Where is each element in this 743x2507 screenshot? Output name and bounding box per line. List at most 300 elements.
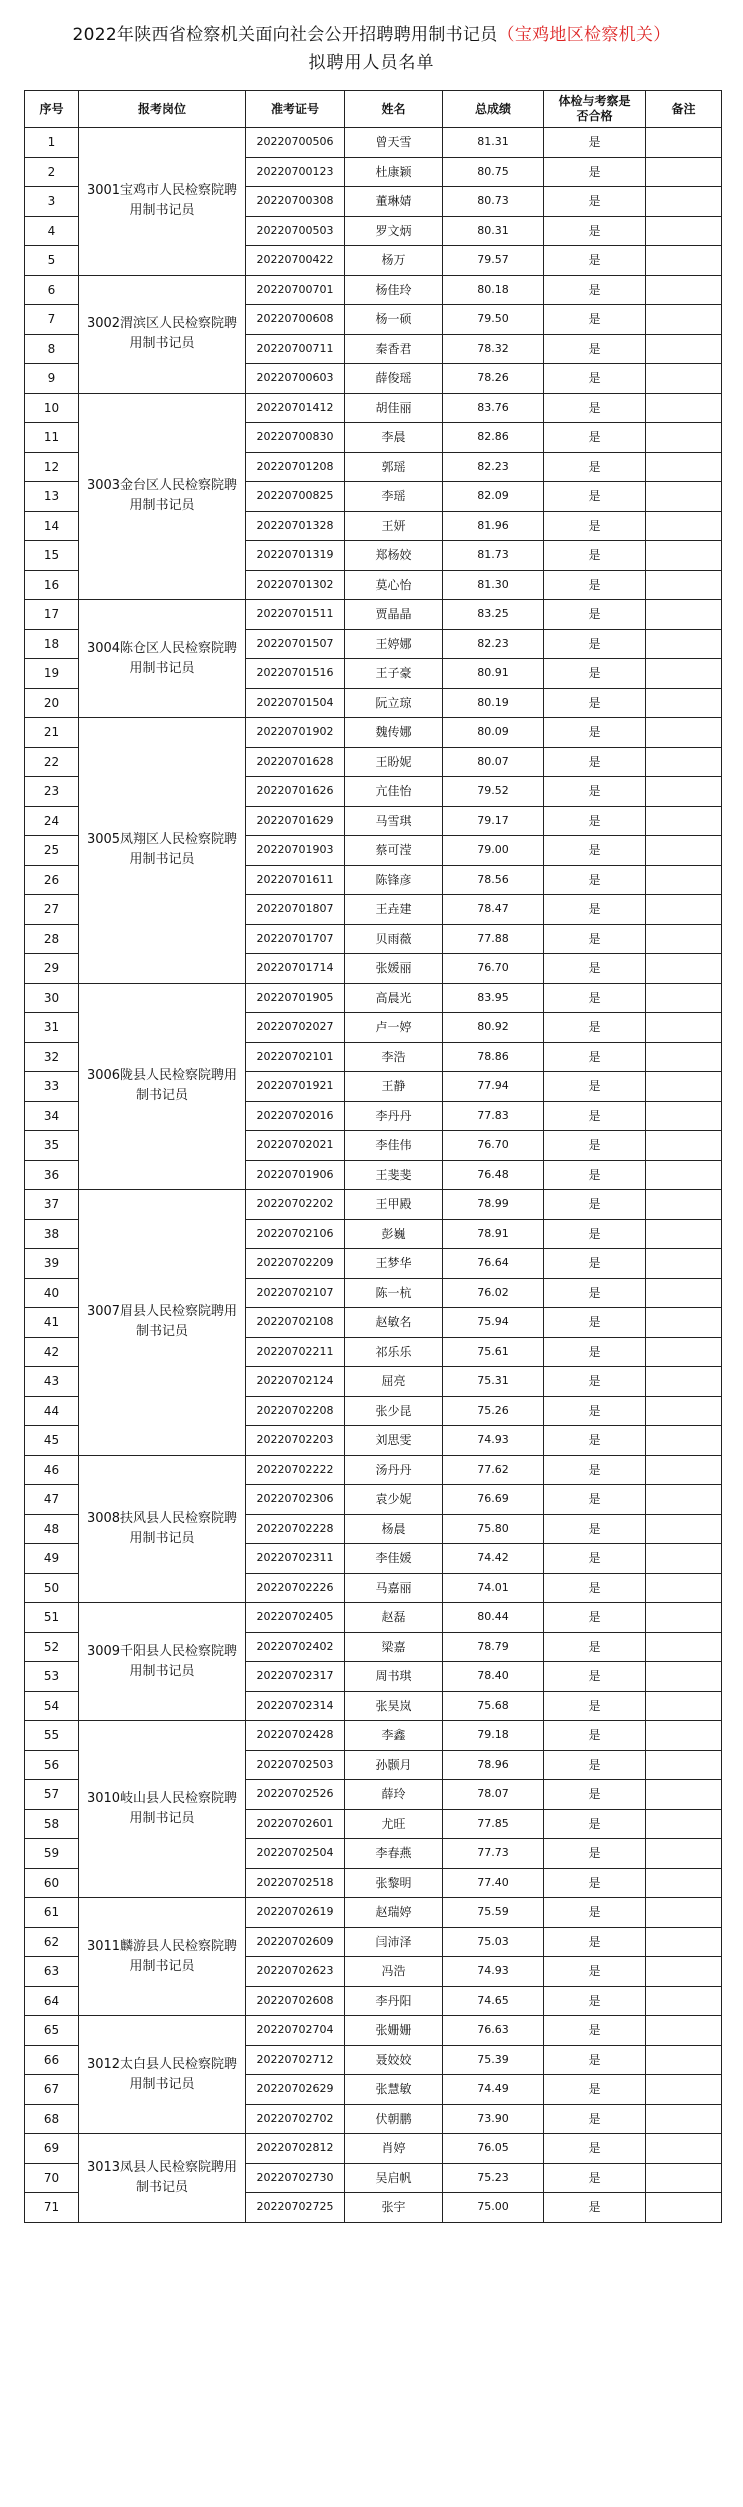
cell-qualified: 是 [544,1101,646,1131]
cell-remark [646,895,722,925]
cell-qualified: 是 [544,629,646,659]
cell-qualified: 是 [544,305,646,335]
cell-exam-id: 20220702704 [246,2016,345,2046]
cell-qualified: 是 [544,865,646,895]
cell-score: 78.56 [443,865,544,895]
cell-score: 79.52 [443,777,544,807]
cell-index: 11 [25,423,79,453]
cell-name: 王斐斐 [345,1160,443,1190]
cell-exam-id: 20220701626 [246,777,345,807]
cell-qualified: 是 [544,836,646,866]
cell-index: 41 [25,1308,79,1338]
cell-index: 40 [25,1278,79,1308]
cell-score: 76.48 [443,1160,544,1190]
cell-position: 3006陇县人民检察院聘用制书记员 [79,983,246,1190]
cell-qualified: 是 [544,895,646,925]
cell-exam-id: 20220702226 [246,1573,345,1603]
cell-name: 李晨 [345,423,443,453]
cell-index: 54 [25,1691,79,1721]
cell-qualified: 是 [544,1809,646,1839]
cell-name: 杨万 [345,246,443,276]
cell-qualified: 是 [544,1721,646,1751]
cell-remark [646,1131,722,1161]
cell-exam-id: 20220700711 [246,334,345,364]
cell-index: 67 [25,2075,79,2105]
cell-qualified: 是 [544,777,646,807]
cell-position: 3002渭滨区人民检察院聘用制书记员 [79,275,246,393]
cell-qualified: 是 [544,1868,646,1898]
cell-name: 亢佳怡 [345,777,443,807]
cell-remark [646,1485,722,1515]
cell-name: 李佳媛 [345,1544,443,1574]
cell-qualified: 是 [544,1691,646,1721]
cell-position: 3009千阳县人民检察院聘用制书记员 [79,1603,246,1721]
cell-index: 19 [25,659,79,689]
cell-exam-id: 20220702428 [246,1721,345,1751]
cell-qualified: 是 [544,334,646,364]
cell-name: 李丹丹 [345,1101,443,1131]
cell-exam-id: 20220702202 [246,1190,345,1220]
cell-exam-id: 20220702203 [246,1426,345,1456]
cell-score: 81.31 [443,128,544,158]
cell-score: 81.96 [443,511,544,541]
cell-position: 3008扶风县人民检察院聘用制书记员 [79,1455,246,1603]
document-title [0,22,743,48]
cell-remark [646,128,722,158]
cell-position: 3003金台区人民检察院聘用制书记员 [79,393,246,600]
cell-remark [646,334,722,364]
cell-score: 78.32 [443,334,544,364]
cell-name: 张慧敏 [345,2075,443,2105]
cell-name: 肖婷 [345,2134,443,2164]
cell-score: 74.01 [443,1573,544,1603]
cell-qualified: 是 [544,364,646,394]
cell-index: 71 [25,2193,79,2223]
cell-qualified: 是 [544,2193,646,2223]
cell-remark [646,718,722,748]
cell-score: 82.23 [443,452,544,482]
cell-name: 陈一杭 [345,1278,443,1308]
cell-qualified: 是 [544,2104,646,2134]
cell-qualified: 是 [544,1986,646,2016]
cell-qualified: 是 [544,1396,646,1426]
cell-exam-id: 20220702518 [246,1868,345,1898]
cell-score: 75.80 [443,1514,544,1544]
cell-name: 赵磊 [345,1603,443,1633]
cell-index: 15 [25,541,79,571]
cell-name: 王婷娜 [345,629,443,659]
table-row [25,2016,722,2046]
cell-exam-id: 20220700506 [246,128,345,158]
cell-score: 75.03 [443,1927,544,1957]
cell-index: 17 [25,600,79,630]
cell-name: 王盼妮 [345,747,443,777]
cell-name: 屈亮 [345,1367,443,1397]
cell-qualified: 是 [544,1131,646,1161]
cell-index: 43 [25,1367,79,1397]
cell-score: 77.73 [443,1839,544,1869]
cell-index: 1 [25,128,79,158]
cell-exam-id: 20220702228 [246,1514,345,1544]
cell-qualified: 是 [544,452,646,482]
cell-index: 68 [25,2104,79,2134]
cell-qualified: 是 [544,600,646,630]
cell-qualified: 是 [544,216,646,246]
cell-score: 76.63 [443,2016,544,2046]
cell-exam-id: 20220701516 [246,659,345,689]
cell-qualified: 是 [544,1514,646,1544]
cell-exam-id: 20220702725 [246,2193,345,2223]
cell-score: 76.69 [443,1485,544,1515]
table-body [25,128,722,2223]
cell-exam-id: 20220702712 [246,2045,345,2075]
cell-qualified: 是 [544,187,646,217]
cell-remark [646,393,722,423]
cell-exam-id: 20220701302 [246,570,345,600]
cell-remark [646,1868,722,1898]
cell-score: 75.26 [443,1396,544,1426]
cell-remark [646,1337,722,1367]
cell-score: 80.19 [443,688,544,718]
cell-score: 78.47 [443,895,544,925]
cell-score: 78.79 [443,1632,544,1662]
cell-remark [646,1544,722,1574]
cell-name: 刘思雯 [345,1426,443,1456]
cell-remark [646,2045,722,2075]
cell-exam-id: 20220701319 [246,541,345,571]
header-score: 总成绩 [443,91,544,128]
cell-qualified: 是 [544,2045,646,2075]
cell-qualified: 是 [544,688,646,718]
cell-index: 56 [25,1750,79,1780]
cell-qualified: 是 [544,1632,646,1662]
cell-index: 24 [25,806,79,836]
cell-remark [646,1426,722,1456]
cell-position: 3007眉县人民检察院聘用制书记员 [79,1190,246,1456]
cell-index: 3 [25,187,79,217]
cell-score: 75.31 [443,1367,544,1397]
cell-qualified: 是 [544,482,646,512]
cell-exam-id: 20220702601 [246,1809,345,1839]
cell-index: 50 [25,1573,79,1603]
cell-name: 孙颢月 [345,1750,443,1780]
cell-exam-id: 20220701412 [246,393,345,423]
cell-index: 32 [25,1042,79,1072]
cell-index: 7 [25,305,79,335]
cell-remark [646,806,722,836]
cell-remark [646,570,722,600]
cell-name: 彭巍 [345,1219,443,1249]
cell-index: 65 [25,2016,79,2046]
cell-qualified: 是 [544,157,646,187]
cell-index: 25 [25,836,79,866]
cell-index: 13 [25,482,79,512]
cell-index: 42 [25,1337,79,1367]
cell-name: 贝雨薇 [345,924,443,954]
cell-name: 梁嘉 [345,1632,443,1662]
cell-exam-id: 20220702311 [246,1544,345,1574]
cell-exam-id: 20220702503 [246,1750,345,1780]
cell-index: 29 [25,954,79,984]
cell-exam-id: 20220702526 [246,1780,345,1810]
cell-score: 78.86 [443,1042,544,1072]
cell-score: 80.44 [443,1603,544,1633]
cell-remark [646,246,722,276]
cell-qualified: 是 [544,1337,646,1367]
cell-position: 3013凤县人民检察院聘用制书记员 [79,2134,246,2223]
cell-index: 10 [25,393,79,423]
cell-exam-id: 20220701906 [246,1160,345,1190]
cell-remark [646,2193,722,2223]
cell-remark [646,1780,722,1810]
cell-score: 75.61 [443,1337,544,1367]
cell-score: 76.70 [443,954,544,984]
cell-exam-id: 20220702027 [246,1013,345,1043]
cell-exam-id: 20220701714 [246,954,345,984]
cell-remark [646,1662,722,1692]
cell-index: 52 [25,1632,79,1662]
cell-remark [646,983,722,1013]
cell-qualified: 是 [544,1042,646,1072]
cell-qualified: 是 [544,806,646,836]
cell-qualified: 是 [544,2134,646,2164]
cell-exam-id: 20220700701 [246,275,345,305]
cell-index: 57 [25,1780,79,1810]
header-index: 序号 [25,91,79,128]
table-row [25,2134,722,2164]
cell-remark [646,747,722,777]
cell-name: 李瑶 [345,482,443,512]
cell-exam-id: 20220702702 [246,2104,345,2134]
cell-index: 37 [25,1190,79,1220]
cell-index: 69 [25,2134,79,2164]
cell-remark [646,482,722,512]
cell-qualified: 是 [544,2016,646,2046]
cell-exam-id: 20220701903 [246,836,345,866]
cell-remark [646,2134,722,2164]
cell-score: 79.18 [443,1721,544,1751]
cell-qualified: 是 [544,1219,646,1249]
cell-index: 28 [25,924,79,954]
cell-index: 36 [25,1160,79,1190]
table-row [25,1603,722,1633]
cell-remark [646,1396,722,1426]
cell-name: 马雪琪 [345,806,443,836]
cell-index: 59 [25,1839,79,1869]
title-region: （宝鸡地区检察机关） [497,25,671,45]
cell-remark [646,1632,722,1662]
cell-qualified: 是 [544,1013,646,1043]
cell-score: 75.39 [443,2045,544,2075]
cell-exam-id: 20220702211 [246,1337,345,1367]
cell-index: 70 [25,2163,79,2193]
table-row [25,983,722,1013]
cell-remark [646,600,722,630]
table-row [25,128,722,158]
cell-index: 22 [25,747,79,777]
cell-exam-id: 20220700608 [246,305,345,335]
cell-index: 14 [25,511,79,541]
cell-name: 杨佳玲 [345,275,443,305]
cell-remark [646,1721,722,1751]
cell-name: 汤丹丹 [345,1455,443,1485]
cell-score: 77.88 [443,924,544,954]
cell-remark [646,1957,722,1987]
cell-name: 胡佳丽 [345,393,443,423]
cell-name: 董琳婧 [345,187,443,217]
cell-name: 张媛丽 [345,954,443,984]
cell-index: 63 [25,1957,79,1987]
cell-index: 33 [25,1072,79,1102]
cell-remark [646,954,722,984]
cell-score: 75.94 [443,1308,544,1338]
table-row [25,1721,722,1751]
cell-index: 20 [25,688,79,718]
cell-name: 袁少妮 [345,1485,443,1515]
cell-remark [646,1013,722,1043]
cell-name: 卢一婷 [345,1013,443,1043]
cell-score: 81.73 [443,541,544,571]
cell-exam-id: 20220702108 [246,1308,345,1338]
cell-score: 80.09 [443,718,544,748]
cell-remark [646,659,722,689]
cell-remark [646,275,722,305]
cell-exam-id: 20220702222 [246,1455,345,1485]
cell-score: 82.86 [443,423,544,453]
cell-name: 李春燕 [345,1839,443,1869]
cell-remark [646,1573,722,1603]
cell-qualified: 是 [544,1839,646,1869]
cell-qualified: 是 [544,275,646,305]
cell-qualified: 是 [544,1160,646,1190]
cell-name: 郭瑶 [345,452,443,482]
cell-qualified: 是 [544,1573,646,1603]
cell-remark [646,777,722,807]
cell-name: 赵敏名 [345,1308,443,1338]
cell-score: 75.00 [443,2193,544,2223]
cell-index: 12 [25,452,79,482]
cell-name: 薛俊瑶 [345,364,443,394]
cell-exam-id: 20220700422 [246,246,345,276]
cell-name: 王梦华 [345,1249,443,1279]
cell-remark [646,1691,722,1721]
cell-exam-id: 20220700503 [246,216,345,246]
cell-score: 78.07 [443,1780,544,1810]
cell-score: 78.40 [443,1662,544,1692]
cell-score: 80.73 [443,187,544,217]
cell-qualified: 是 [544,1927,646,1957]
cell-index: 34 [25,1101,79,1131]
cell-score: 74.49 [443,2075,544,2105]
cell-qualified: 是 [544,1957,646,1987]
cell-score: 80.07 [443,747,544,777]
cell-index: 51 [25,1603,79,1633]
cell-exam-id: 20220701902 [246,718,345,748]
cell-qualified: 是 [544,1662,646,1692]
cell-remark [646,1072,722,1102]
cell-exam-id: 20220701628 [246,747,345,777]
cell-remark [646,1278,722,1308]
cell-exam-id: 20220702124 [246,1367,345,1397]
cell-index: 30 [25,983,79,1013]
cell-position: 3001宝鸡市人民检察院聘用制书记员 [79,128,246,276]
cell-qualified: 是 [544,924,646,954]
cell-exam-id: 20220700603 [246,364,345,394]
cell-qualified: 是 [544,659,646,689]
cell-remark [646,1219,722,1249]
cell-exam-id: 20220700830 [246,423,345,453]
cell-exam-id: 20220702812 [246,2134,345,2164]
cell-qualified: 是 [544,511,646,541]
cell-index: 23 [25,777,79,807]
cell-score: 78.26 [443,364,544,394]
cell-qualified: 是 [544,423,646,453]
cell-score: 79.17 [443,806,544,836]
cell-name: 闫沛泽 [345,1927,443,1957]
header-name: 姓名 [345,91,443,128]
cell-exam-id: 20220701629 [246,806,345,836]
cell-index: 64 [25,1986,79,2016]
cell-name: 赵瑞婷 [345,1898,443,1928]
cell-name: 郑杨姣 [345,541,443,571]
cell-name: 马嘉丽 [345,1573,443,1603]
cell-remark [646,1160,722,1190]
cell-index: 4 [25,216,79,246]
cell-index: 44 [25,1396,79,1426]
cell-qualified: 是 [544,1750,646,1780]
cell-qualified: 是 [544,983,646,1013]
cell-remark [646,865,722,895]
cell-name: 高晨光 [345,983,443,1013]
cell-remark [646,2075,722,2105]
cell-exam-id: 20220702208 [246,1396,345,1426]
cell-qualified: 是 [544,2075,646,2105]
cell-score: 80.18 [443,275,544,305]
cell-score: 76.02 [443,1278,544,1308]
cell-exam-id: 20220702405 [246,1603,345,1633]
cell-score: 83.25 [443,600,544,630]
cell-position: 3005凤翔区人民检察院聘用制书记员 [79,718,246,984]
cell-name: 尤旺 [345,1809,443,1839]
cell-exam-id: 20220702623 [246,1957,345,1987]
table-header-row [25,91,722,128]
cell-remark [646,157,722,187]
cell-name: 蔡可滢 [345,836,443,866]
cell-remark [646,2016,722,2046]
cell-qualified: 是 [544,1426,646,1456]
cell-remark [646,1839,722,1869]
cell-qualified: 是 [544,541,646,571]
cell-score: 79.50 [443,305,544,335]
cell-exam-id: 20220702317 [246,1662,345,1692]
cell-name: 王子豪 [345,659,443,689]
cell-index: 21 [25,718,79,748]
cell-index: 49 [25,1544,79,1574]
cell-exam-id: 20220700308 [246,187,345,217]
cell-qualified: 是 [544,1278,646,1308]
cell-remark [646,305,722,335]
cell-remark [646,836,722,866]
cell-score: 77.94 [443,1072,544,1102]
cell-index: 6 [25,275,79,305]
cell-index: 58 [25,1809,79,1839]
cell-score: 82.23 [443,629,544,659]
cell-score: 74.42 [443,1544,544,1574]
cell-remark [646,1455,722,1485]
cell-index: 31 [25,1013,79,1043]
cell-exam-id: 20220702730 [246,2163,345,2193]
cell-position: 3012太白县人民检察院聘用制书记员 [79,2016,246,2134]
